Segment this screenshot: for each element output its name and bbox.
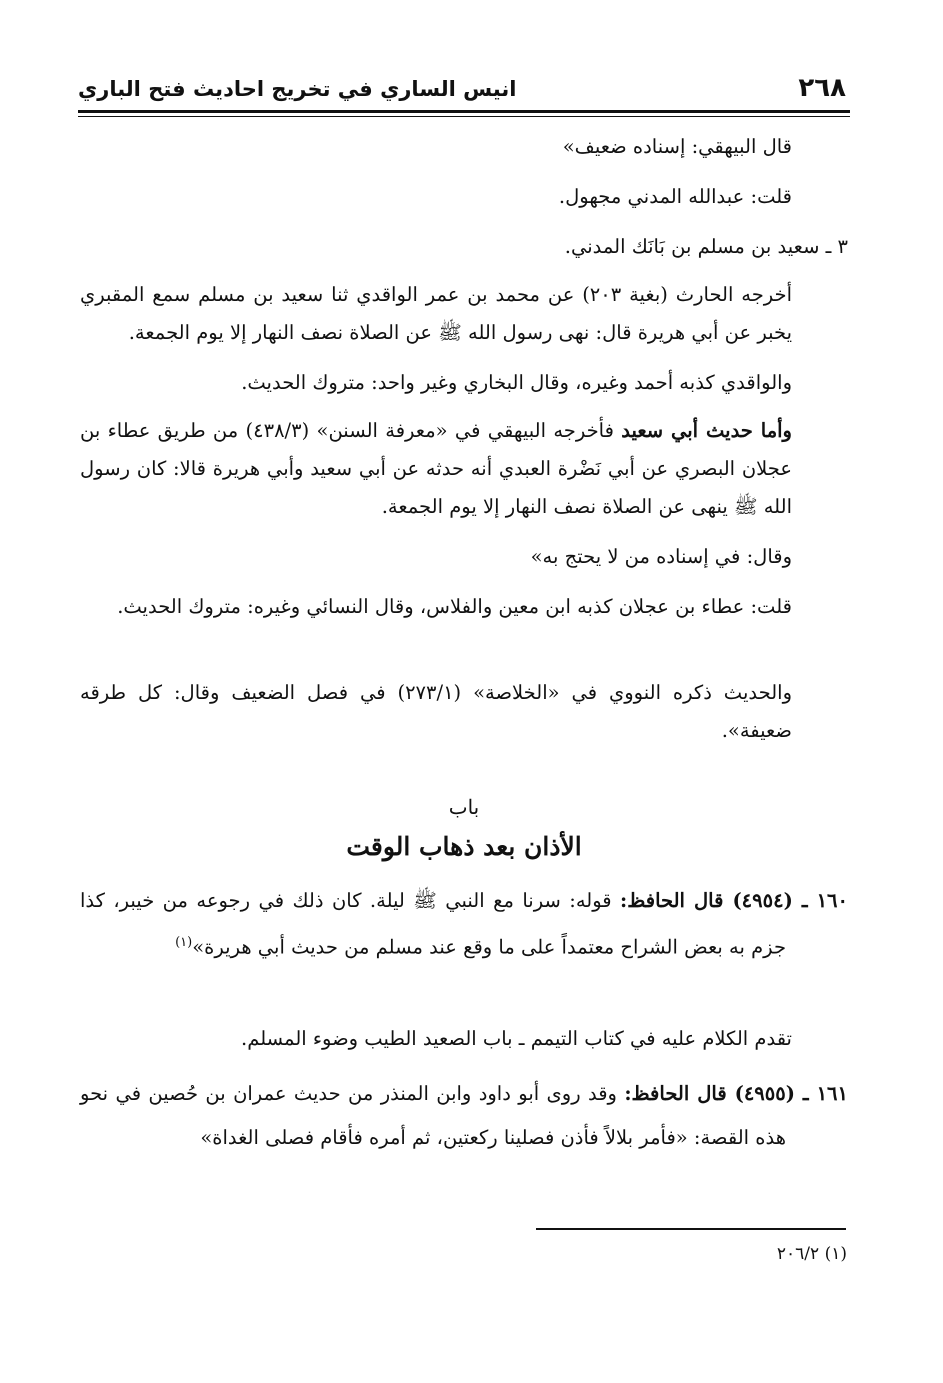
paragraph: قلت: عبدالله المدني مجهول. bbox=[558, 185, 792, 208]
paragraph: أخرجه الحارث (بغية ٢٠٣) عن محمد بن عمر الواقدي ثنا سعيد بن مسلم سمع المقبري يخبر عن أبي هريرة قال: نهى رسول الله ﷺ عن الصلاة نصف النهار إلا يوم الجمعة. bbox=[80, 283, 792, 344]
paragraph: تقدم الكلام عليه في كتاب التيمم ـ باب الصعيد الطيب وضوء المسلم. bbox=[241, 1027, 792, 1050]
footnote: (١) ٢٠٦/٢ bbox=[776, 1244, 847, 1264]
header-rule-thin bbox=[78, 116, 850, 117]
paragraph: والواقدي كذبه أحمد وغيره، وقال البخاري وغير واحد: متروك الحديث. bbox=[241, 371, 792, 394]
hadith-entry bbox=[80, 1072, 848, 1160]
paragraph-text: وقد روى أبو داود وابن المنذر من حديث عمران بن حُصين في نحو هذه القصة: «فأمر بلالاً فأذن فصلينا ركعتين، ثم أمره فأقام فصلى الغداة» bbox=[80, 1082, 786, 1149]
footnote-marker: (١) bbox=[175, 935, 193, 950]
hadith-entry bbox=[80, 880, 848, 969]
paragraph bbox=[80, 412, 848, 526]
footnote-rule bbox=[536, 1228, 846, 1230]
paragraph: قلت: عطاء بن عجلان كذبه ابن معين والفلاس، وقال النسائي وغيره: متروك الحديث. bbox=[117, 595, 792, 618]
paragraph: وقال: في إسناده من لا يحتج به» bbox=[530, 545, 792, 568]
header-rule-thick bbox=[78, 110, 850, 113]
list-item-heading: ٣ ـ سعيد بن مسلم بن بَانَك المدني. bbox=[564, 235, 848, 258]
main-text bbox=[80, 128, 848, 1218]
chapter-title: الأذان بعد ذهاب الوقت bbox=[346, 832, 582, 861]
page-header bbox=[78, 72, 850, 108]
entry-number: ١٦٠ ـ (٤٩٥٤) قال الحافظ: bbox=[620, 889, 848, 912]
section-label: باب bbox=[448, 795, 480, 819]
paragraph: والحديث ذكره النووي في «الخلاصة» (٢٧٣/١) في فصل الضعيف وقال: كل طرقه ضعيفة». bbox=[80, 681, 792, 742]
paragraph-text: فأخرجه البيهقي في «معرفة السنن» (٤٣٨/٣) من طريق عطاء بن عجلان البصري عن أبي نَضْرة العبدي أنه حدثه عن أبي سعيد وأبي هريرة قالا: كان رسول الله ﷺ ينهى عن الصلاة نصف النهار إلا يوم الجمعة. bbox=[80, 419, 792, 518]
paragraph-text: قوله: سرنا مع النبي ﷺ ليلة. كان ذلك في رجوعه من خيبر، كذا جزم به بعض الشراح معتمداً على ما وقع عند مسلم من حديث أبي هريرة» bbox=[80, 889, 786, 959]
bold-lead: وأما حديث أبي سعيد bbox=[621, 419, 792, 442]
running-title: انيس الساري في تخريج احاديث فتح الباري bbox=[78, 77, 517, 101]
entry-number: ١٦١ ـ (٤٩٥٥) قال الحافظ: bbox=[624, 1082, 848, 1105]
paragraph: قال البيهقي: إسناده ضعيف» bbox=[562, 135, 792, 158]
page-number: ٢٦٨ bbox=[798, 73, 846, 103]
